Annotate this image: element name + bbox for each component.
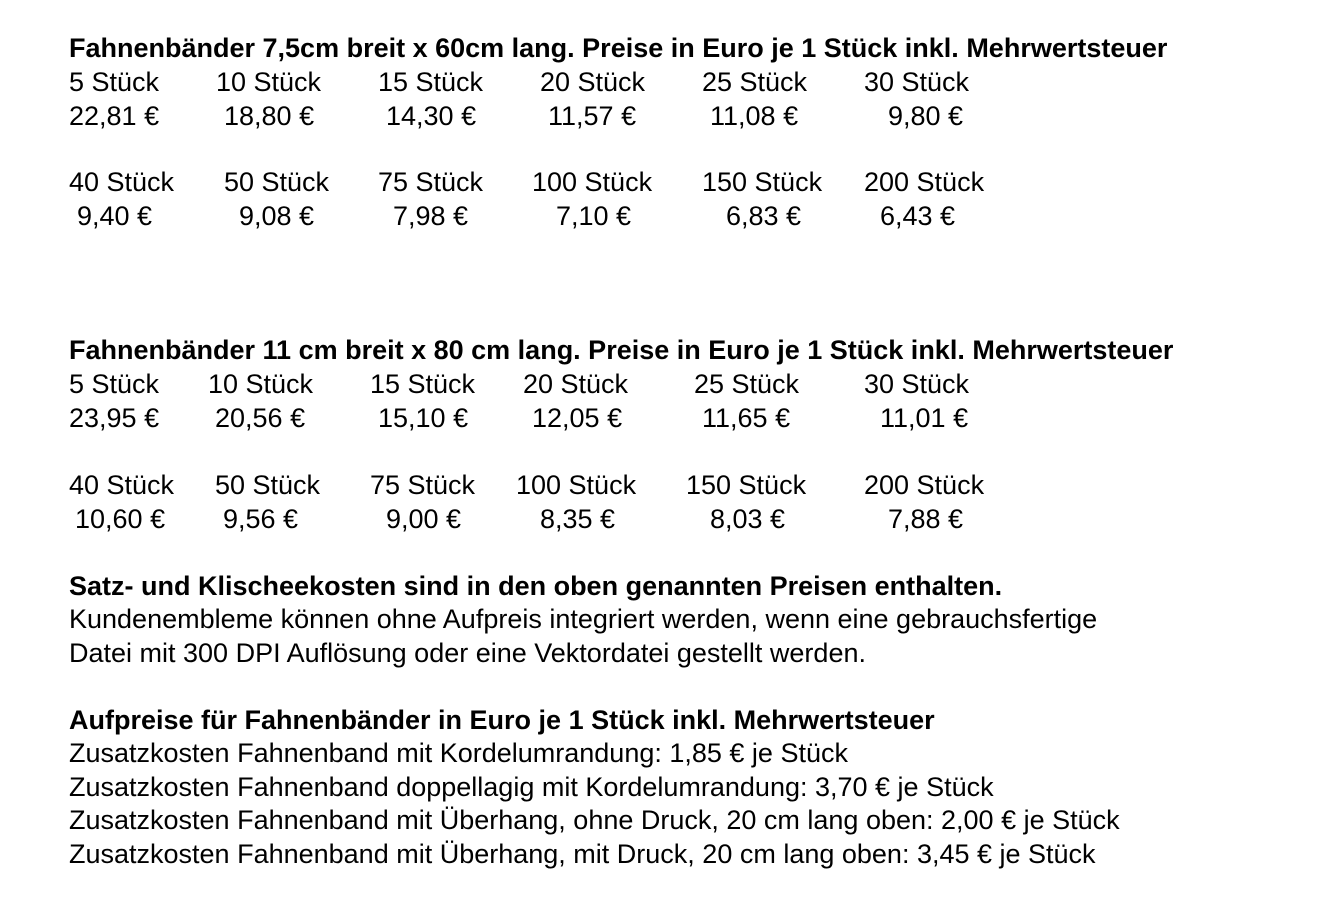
s1-r2-qty-5: 150 Stück — [702, 167, 823, 197]
s1-r1-price-3: 14,30 € — [386, 101, 477, 131]
s1-r2-qty-3: 75 Stück — [378, 167, 484, 197]
s2-r1-price-2: 20,56 € — [215, 403, 306, 433]
notes-line-1: Kundenembleme können ohne Aufpreis integriert werden, wenn eine gebrauchsfertige — [69, 604, 1098, 634]
notes-heading: Satz- und Klischeekosten sind in den oben genannten Preisen enthalten. — [69, 571, 1003, 601]
s2-r2-qty-1: 40 Stück — [69, 470, 175, 500]
s2-r1-price-4: 12,05 € — [532, 403, 623, 433]
s2-r1-qty-3: 15 Stück — [370, 369, 476, 399]
s2-r2-qty-2: 50 Stück — [215, 470, 321, 500]
s2-r1-price-1: 23,95 € — [69, 403, 160, 433]
s1-r1-price-2: 18,80 € — [224, 101, 315, 131]
s1-r1-qty-1: 5 Stück — [69, 67, 160, 97]
s2-r1-price-5: 11,65 € — [702, 403, 791, 433]
s2-r2-qty-5: 150 Stück — [686, 470, 807, 500]
surcharges-heading: Aufpreise für Fahnenbänder in Euro je 1 Stück inkl. Mehrwertsteuer — [69, 705, 935, 735]
s2-r1-qty-5: 25 Stück — [694, 369, 800, 399]
s1-r2-price-6: 6,43 € — [880, 201, 956, 231]
section1-heading: Fahnenbänder 7,5cm breit x 60cm lang. Preise in Euro je 1 Stück inkl. Mehrwertsteuer — [69, 33, 1168, 63]
s1-r1-price-1: 22,81 € — [69, 101, 160, 131]
s1-r1-price-6: 9,80 € — [888, 101, 964, 131]
s1-r2-qty-2: 50 Stück — [224, 167, 330, 197]
s1-r1-qty-6: 30 Stück — [864, 67, 970, 97]
s2-r2-price-6: 7,88 € — [888, 504, 964, 534]
s1-r2-qty-1: 40 Stück — [69, 167, 175, 197]
surcharge-item-3: Zusatzkosten Fahnenband mit Überhang, ohne Druck, 20 cm lang oben: 2,00 € je Stück — [69, 805, 1120, 835]
notes-line-2: Datei mit 300 DPI Auflösung oder eine Vektordatei gestellt werden. — [69, 638, 866, 668]
s2-r2-qty-4: 100 Stück — [516, 470, 637, 500]
surcharge-item-2: Zusatzkosten Fahnenband doppellagig mit Kordelumrandung: 3,70 € je Stück — [69, 772, 994, 802]
s1-r2-price-3: 7,98 € — [393, 201, 469, 231]
s1-r1-qty-5: 25 Stück — [702, 67, 808, 97]
s2-r1-price-6: 11,01 € — [880, 403, 969, 433]
section2-heading: Fahnenbänder 11 cm breit x 80 cm lang. Preise in Euro je 1 Stück inkl. Mehrwertsteuer — [69, 335, 1174, 365]
s2-r2-qty-3: 75 Stück — [370, 470, 476, 500]
surcharge-item-1: Zusatzkosten Fahnenband mit Kordelumrandung: 1,85 € je Stück — [69, 738, 848, 768]
surcharge-item-4: Zusatzkosten Fahnenband mit Überhang, mit Druck, 20 cm lang oben: 3,45 € je Stück — [69, 839, 1096, 869]
s2-r2-price-2: 9,56 € — [223, 504, 299, 534]
s2-r2-qty-6: 200 Stück — [864, 470, 985, 500]
s1-r2-price-4: 7,10 € — [556, 201, 632, 231]
s2-r2-price-1: 10,60 € — [75, 504, 166, 534]
s1-r1-qty-3: 15 Stück — [378, 67, 484, 97]
s1-r1-price-4: 11,57 € — [548, 101, 637, 131]
s2-r2-price-5: 8,03 € — [710, 504, 786, 534]
s1-r1-price-5: 11,08 € — [710, 101, 799, 131]
s1-r2-qty-6: 200 Stück — [864, 167, 985, 197]
s1-r2-price-1: 9,40 € — [77, 201, 153, 231]
s1-r1-qty-4: 20 Stück — [540, 67, 646, 97]
s2-r2-price-3: 9,00 € — [386, 504, 462, 534]
s1-r2-price-5: 6,83 € — [726, 201, 802, 231]
s1-r2-qty-4: 100 Stück — [532, 167, 653, 197]
s2-r1-price-3: 15,10 € — [378, 403, 469, 433]
s2-r1-qty-4: 20 Stück — [523, 369, 629, 399]
s2-r1-qty-6: 30 Stück — [864, 369, 970, 399]
s1-r1-qty-2: 10 Stück — [216, 67, 322, 97]
s2-r1-qty-1: 5 Stück — [69, 369, 160, 399]
s2-r1-qty-2: 10 Stück — [208, 369, 314, 399]
s2-r2-price-4: 8,35 € — [540, 504, 616, 534]
s1-r2-price-2: 9,08 € — [239, 201, 315, 231]
